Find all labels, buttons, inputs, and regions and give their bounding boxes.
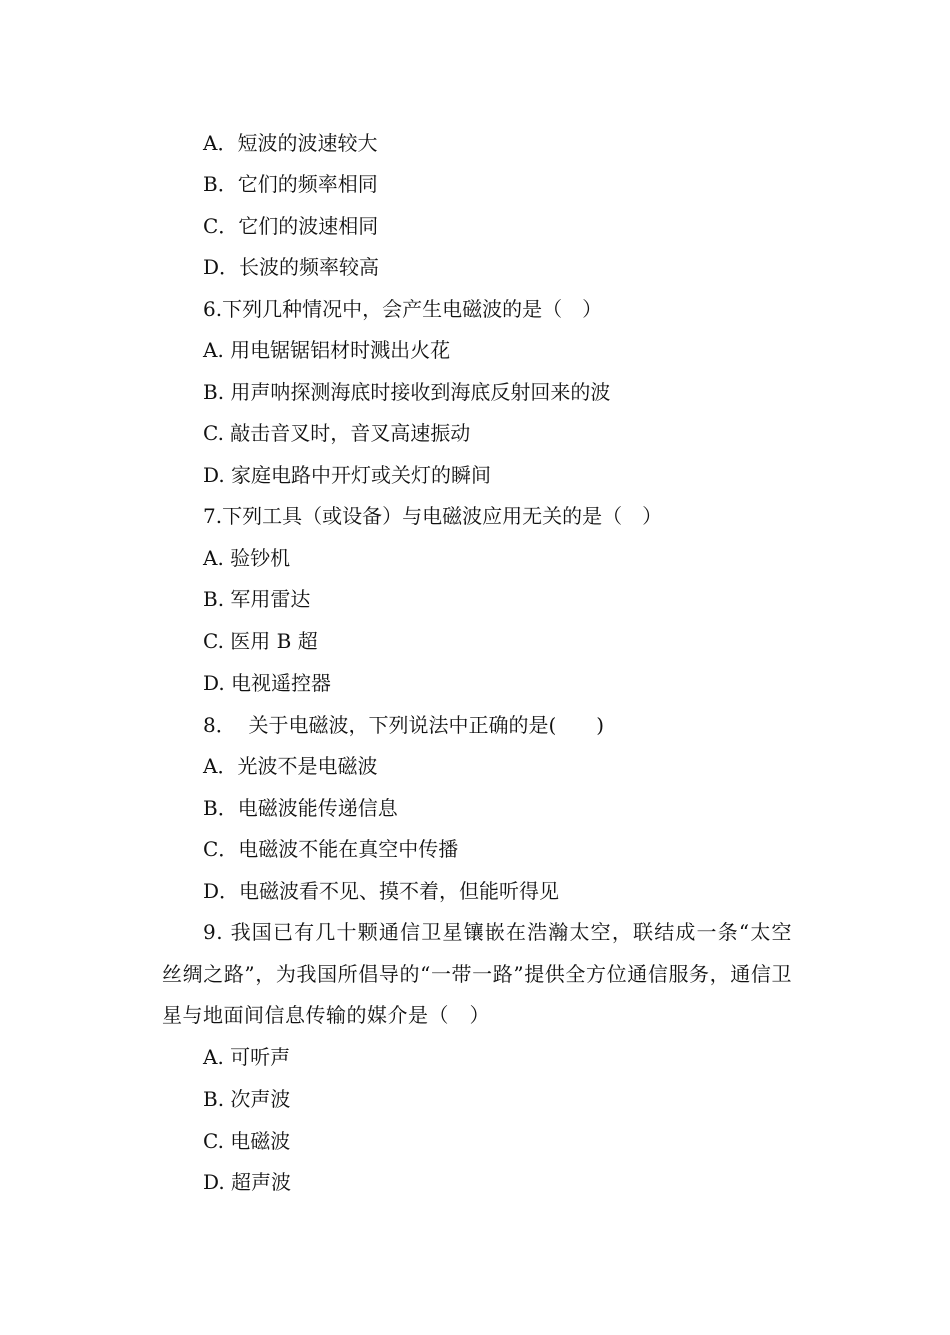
q6-option-d: D. 家庭电路中开灯或关灯的瞬间	[203, 463, 492, 487]
q8-option-a: A．光波不是电磁波	[203, 754, 378, 778]
q9-option-a: A. 可听声	[203, 1045, 291, 1069]
q6-option-a: A. 用电锯锯铝材时溅出火花	[203, 338, 451, 362]
q7-stem: 7.下列工具（或设备）与电磁波应用无关的是（ ）	[203, 504, 663, 528]
q8-stem: 8． 关于电磁波，下列说法中正确的是( )	[203, 713, 605, 737]
q8-option-b: B．电磁波能传递信息	[203, 796, 398, 820]
q5-option-c: C．它们的波速相同	[203, 214, 379, 238]
q7-option-d: D. 电视遥控器	[203, 671, 332, 695]
q7-option-b: B. 军用雷达	[203, 587, 311, 611]
q9-option-d: D. 超声波	[203, 1170, 292, 1194]
q5-option-d: D．长波的频率较高	[203, 255, 380, 279]
q6-option-b: B. 用声呐探测海底时接收到海底反射回来的波	[203, 380, 611, 404]
q5-option-b: B．它们的频率相同	[203, 172, 378, 196]
q9-option-b: B. 次声波	[203, 1087, 291, 1111]
q8-option-d: D．电磁波看不见、摸不着，但能听得见	[203, 879, 560, 903]
q7-option-c: C. 医用 B 超	[203, 629, 318, 653]
q5-option-a: A．短波的波速较大	[203, 131, 378, 155]
q9-stem: 9. 我国已有几十颗通信卫星镶嵌在浩瀚太空，联结成一条“太空丝绸之路”，为我国所倡导的“一带一路”提供全方位通信服务，通信卫星与地面间信息传输的媒介是（ ）	[162, 920, 792, 1027]
q9-option-c: C. 电磁波	[203, 1129, 291, 1153]
q7-option-a: A. 验钞机	[203, 546, 291, 570]
q8-option-c: C．电磁波不能在真空中传播	[203, 837, 459, 861]
q6-stem: 6.下列几种情况中，会产生电磁波的是（ ）	[203, 297, 603, 321]
q6-option-c: C. 敲击音叉时，音叉高速振动	[203, 421, 471, 445]
